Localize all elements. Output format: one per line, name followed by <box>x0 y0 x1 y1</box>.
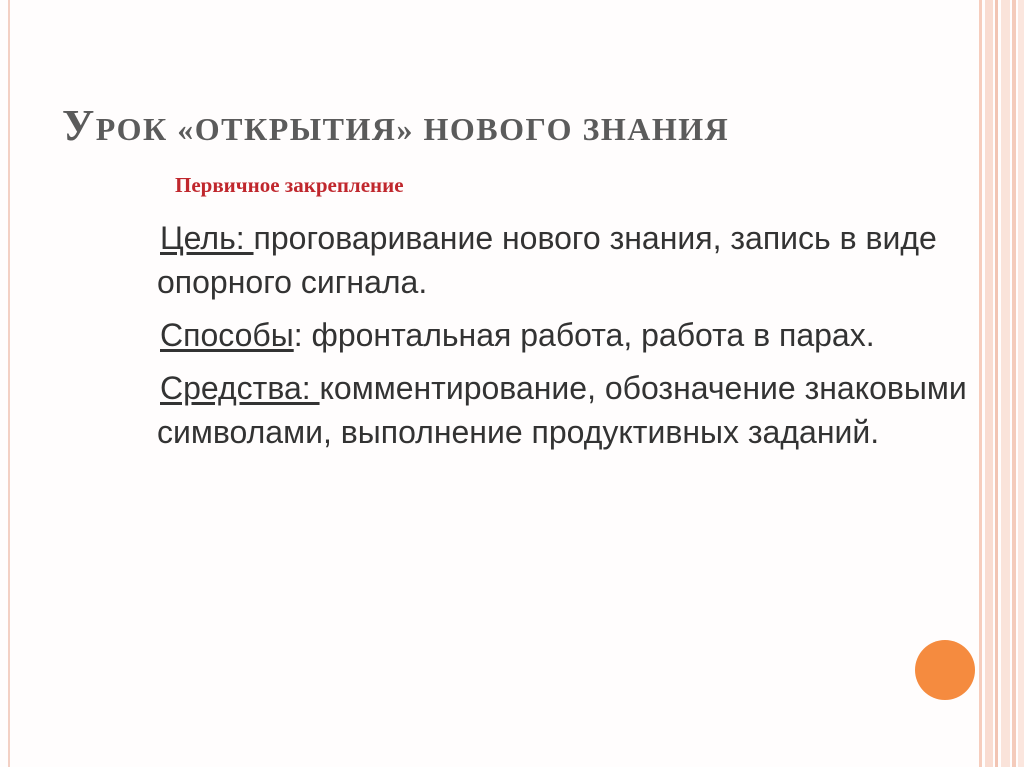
slide-subtitle: Первичное закрепление <box>175 173 404 197</box>
item-goal-text: проговаривание нового знания, запись в виде опорного сигнала. <box>157 220 937 300</box>
item-methods-text: : фронтальная работа, работа в парах. <box>293 317 875 353</box>
decorative-stripe <box>985 0 993 767</box>
left-border-line <box>8 0 10 767</box>
slide-title <box>62 100 729 151</box>
decorative-stripe <box>1018 0 1024 767</box>
item-means-text: комментирование, обозначение знаковыми символами, выполнение продуктивных заданий. <box>157 370 967 450</box>
item-goal-term: Цель: <box>160 220 254 256</box>
decorative-stripe <box>1012 0 1016 767</box>
title-rest: РОК «ОТКРЫТИЯ» НОВОГО ЗНАНИЯ <box>95 111 730 147</box>
orange-circle-decoration <box>915 640 975 700</box>
slide-body <box>157 216 977 463</box>
decorative-stripe <box>979 0 982 767</box>
item-goal <box>157 216 977 304</box>
item-means-term: Средства: <box>160 370 320 406</box>
title-first-letter: У <box>62 101 96 150</box>
decorative-stripe <box>1001 0 1010 767</box>
decorative-stripe <box>995 0 998 767</box>
item-methods-term: Способы <box>160 317 294 353</box>
item-means <box>157 366 977 454</box>
item-methods <box>157 313 977 357</box>
